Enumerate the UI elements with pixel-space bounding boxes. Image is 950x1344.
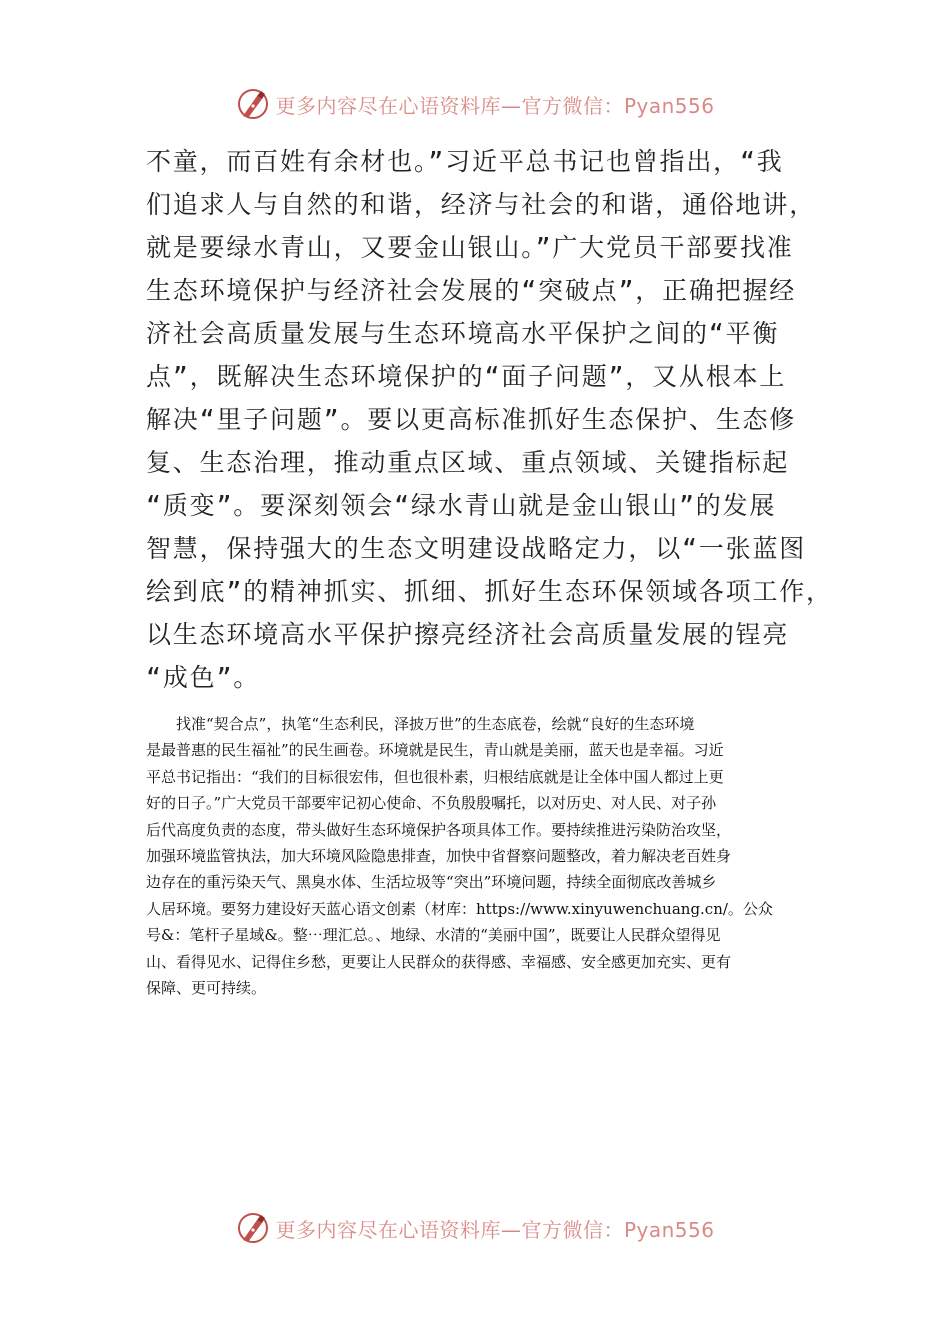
secondary-line: 是最普惠的民生福祉”的民生画卷。环境就是民生，青山就是美丽，蓝天也是幸福。习近 — [146, 741, 724, 760]
pen-nib-logo-icon — [235, 1210, 271, 1246]
footer-banner-text: 更多内容尽在心语资料库—官方微信：Pyan556 — [275, 1217, 715, 1242]
secondary-line: 好的日子。”广大党员干部要牢记初心使命、不负殷殷嘱托，以对历史、对人民、对子孙 — [146, 794, 717, 813]
secondary-line: 平总书记指出：“我们的目标很宏伟，但也很朴素，归根结底就是让全体中国人都过上更 — [146, 767, 724, 786]
main-line: “成色”。 — [146, 663, 261, 692]
main-line: 以生态环境高水平保护擦亮经济社会高质量发展的锃亮 — [146, 620, 790, 649]
secondary-line: 找准“契合点”，执笔“生态利民，泽披万世”的生态底卷，绘就“良好的生态环境 — [176, 715, 695, 733]
secondary-paragraph — [146, 711, 810, 1001]
secondary-line: 保障、更可持续。 — [146, 978, 267, 997]
main-line: 生态环境保护与经济社会发展的“突破点”，正确把握经 — [146, 276, 797, 305]
main-line: 点”，既解决生态环境保护的“面子问题”，又从根本上 — [146, 362, 787, 391]
main-line: 绘到底”的精神抓实、抓细、抓好生态环保领域各项工作， — [146, 577, 833, 606]
header-banner-text: 更多内容尽在心语资料库—官方微信：Pyan556 — [275, 93, 715, 118]
main-line: “质变”。要深刻领会“绿水青山就是金山银山”的发展 — [146, 491, 777, 520]
secondary-line: 人居环境。要努力建设好天蓝心语文创素（材库：https://www.xinyuwenchuang.cn/。公众 — [146, 899, 773, 918]
main-line: 们追求人与自然的和谐，经济与社会的和谐，通俗地讲， — [146, 190, 817, 219]
secondary-line: 后代高度负责的态度，带头做好生态环境保护各项具体工作。要持续推进污染防治攻坚， — [146, 820, 732, 839]
footer-banner — [0, 1208, 950, 1248]
secondary-line: 山、看得见水、记得住乡愁，更要让人民群众的获得感、幸福感、安全感更加充实、更有 — [146, 952, 732, 971]
secondary-line: 加强环境监管执法，加大环境风险隐患排查，加快中省督察问题整改，着力解决老百姓身 — [146, 846, 732, 865]
main-line: 智慧，保持强大的生态文明建设战略定力，以“一张蓝图 — [146, 534, 807, 563]
secondary-line: 边存在的重污染天气、黑臭水体、生活垃圾等“突出”环境问题，持续全面彻底改善城乡 — [146, 873, 717, 892]
secondary-line: 号&：笔杆子星域&。整⋯理汇总。、地绿、水清的“美丽中国”，既要让人民群众望得见 — [146, 926, 721, 945]
main-line: 复、生态治理，推动重点区域、重点领域、关键指标起 — [146, 448, 790, 477]
main-paragraph — [146, 140, 833, 699]
pen-nib-logo-icon — [235, 86, 271, 122]
main-line: 济社会高质量发展与生态环境高水平保护之间的“平衡 — [146, 319, 780, 348]
header-banner — [0, 84, 950, 124]
main-line: 解决“里子问题”。要以更高标准抓好生态保护、生态修 — [146, 405, 797, 434]
main-line: 不童，而百姓有余材也。”习近平总书记也曾指出，“我 — [146, 147, 784, 176]
main-line: 就是要绿水青山，又要金山银山。”广大党员干部要找准 — [146, 233, 794, 262]
